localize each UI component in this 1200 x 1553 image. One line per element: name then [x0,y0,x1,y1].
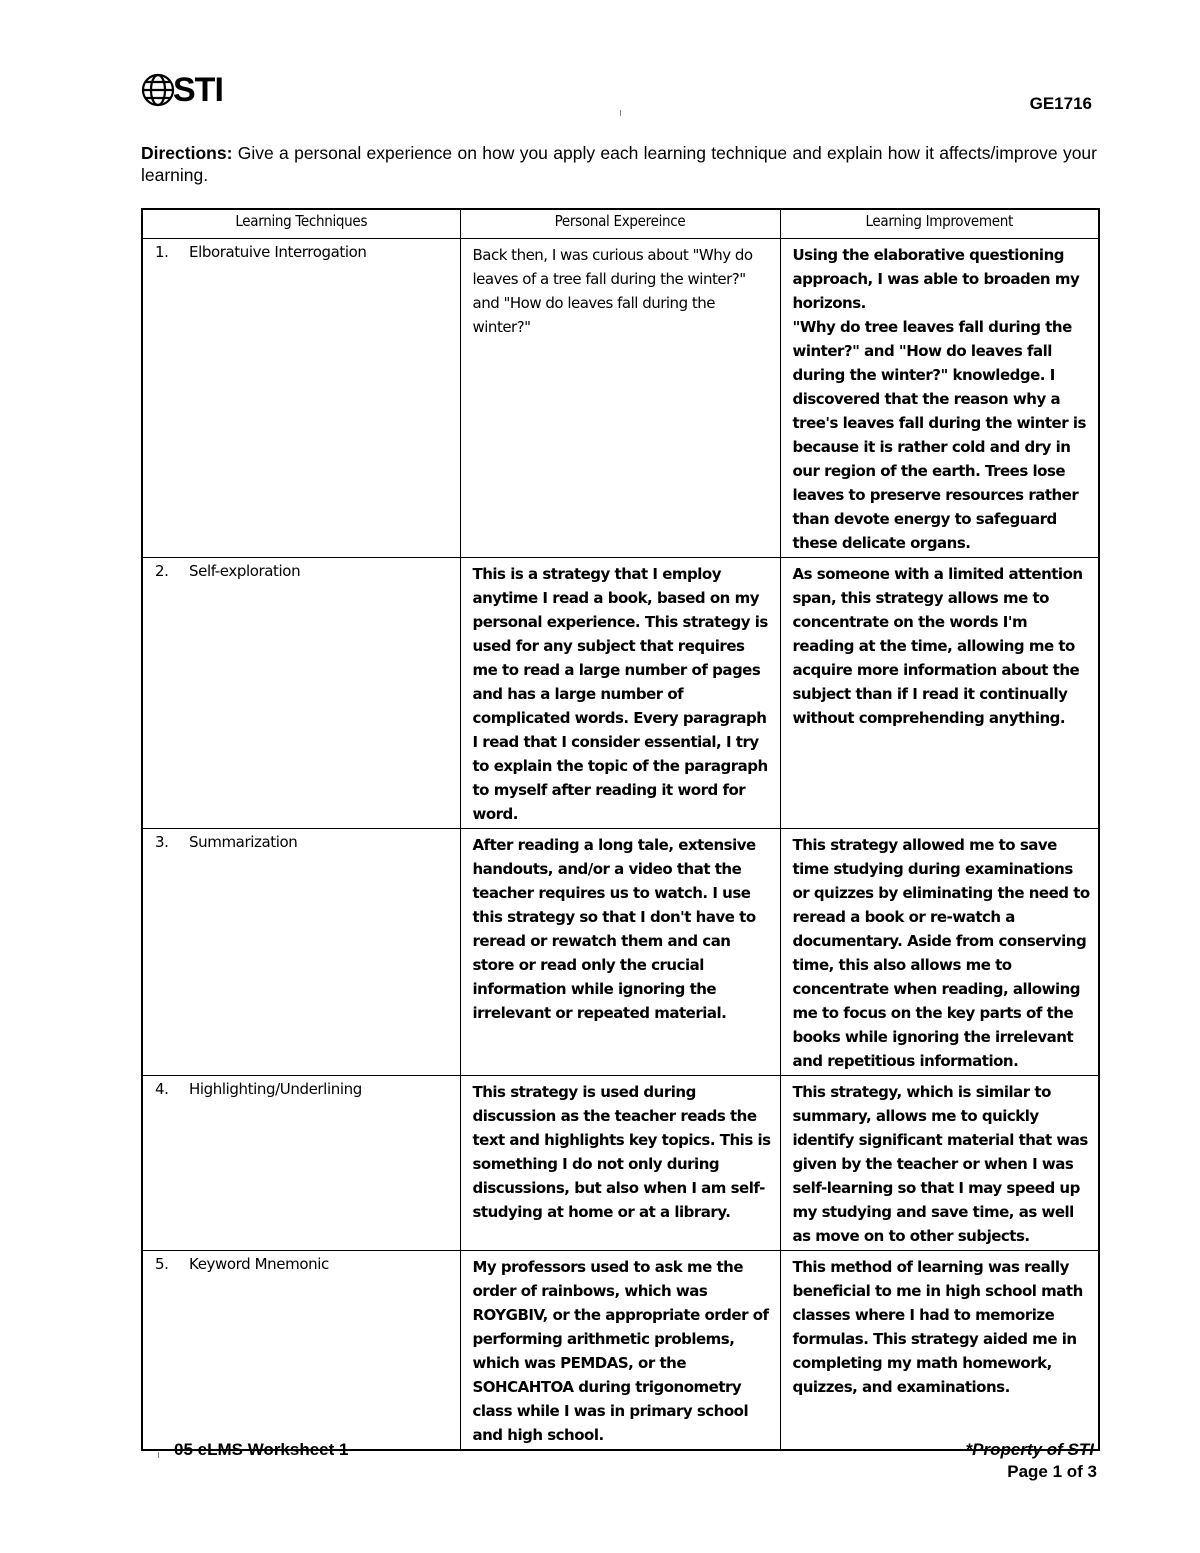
row-number: 2. [155,562,169,580]
experience-cell: This strategy is used during discussion as the teacher reads the text and highlights key topics. This is something I do not only during discussions, but also when I am self-studying at home or at a library. [460,1076,780,1251]
table-row [142,558,1099,829]
technique-name: Highlighting/Underlining [189,1080,362,1098]
table-row [142,829,1099,1076]
technique-name: Summarization [189,833,298,851]
experience-cell: After reading a long tale, extensive handouts, and/or a video that the teacher requires us to watch. I use this strategy so that I don't have to reread or rewatch them and can store or read only the crucial information while ignoring the irrelevant or repeated material. [460,829,780,1076]
experience-cell: This is a strategy that I employ anytime I read a book, based on my personal experience. This strategy is used for any subject that requires me to read a large number of pages and has a large number of complicated words. Every paragraph I read that I consider essential, I try to explain the topic of the paragraph to myself after reading it word for word. [460,558,780,829]
table-header-row [142,209,1099,239]
improvement-cell: Using the elaborative questioning approach, I was able to broaden my horizons. "Why do tree leaves fall during the winter?" and "How do leaves fall during the winter?" knowledge. I discovered that the reason why a tree's leaves fall during the winter is because it is rather cold and dry in our region of the earth. Trees lose leaves to preserve resources rather than devote energy to safeguard these delicate organs. [780,239,1099,558]
worksheet-label: 05 eLMS Worksheet 1 [174,1440,349,1459]
improvement-cell: This strategy, which is similar to summary, allows me to quickly identify significant material that was given by the teacher or when I was self-learning so that I may speed up my studying and save time, as well as move on to other subjects. [780,1076,1099,1251]
course-code: GE1716 [1029,94,1092,113]
technique-cell [142,829,460,1076]
improvement-cell: This strategy allowed me to save time studying during examinations or quizzes by eliminating the need to reread a book or re-watch a documentary. Aside from conserving time, this also allows me to concentrate when reading, allowing me to focus on the key parts of the books while ignoring the irrelevant and repetitious information. [780,829,1099,1076]
header-learning-improvement: Learning Improvement [780,209,1099,239]
directions-label: Directions: [141,143,233,163]
globe-icon [141,73,175,107]
learning-techniques-table [141,208,1100,1451]
row-number: 4. [155,1080,169,1098]
property-label: *Property of STI [965,1440,1094,1459]
directions-text: Give a personal experience on how you apply each learning technique and explain how it affects/improve your learning. [141,143,1097,185]
table-row [142,1076,1099,1251]
footer-tick-mark [158,1452,159,1458]
technique-cell [142,1076,460,1251]
technique-name: Keyword Mnemonic [189,1255,329,1273]
header-personal-experience: Personal Expereince [460,209,780,239]
directions [141,142,1097,186]
header-learning-techniques: Learning Techniques [142,209,460,239]
row-number: 1. [155,243,169,261]
sti-logo [141,70,223,110]
improvement-cell: As someone with a limited attention span, this strategy allows me to concentrate on the words I'm reading at the time, allowing me to acquire more information about the subject than if I read it continually without comprehending anything. [780,558,1099,829]
technique-name: Elboratuive Interrogation [189,243,367,261]
header-tick-mark [620,110,621,116]
page-number: Page 1 of 3 [1007,1462,1097,1481]
table-row [142,239,1099,558]
row-number: 3. [155,833,169,851]
improvement-cell: This method of learning was really beneficial to me in high school math classes where I had to memorize formulas. This strategy aided me in completing my math homework, quizzes, and examinations. [780,1251,1099,1451]
technique-cell [142,1251,460,1451]
technique-cell [142,558,460,829]
experience-cell: My professors used to ask me the order of rainbows, which was ROYGBIV, or the appropriate order of performing arithmetic problems, which was PEMDAS, or the SOHCAHTOA during trigonometry class while I was in primary school and high school. [460,1251,780,1451]
row-number: 5. [155,1255,169,1273]
technique-cell [142,239,460,558]
logo-text: STI [173,71,223,109]
technique-name: Self-exploration [189,562,301,580]
experience-cell: Back then, I was curious about "Why do leaves of a tree fall during the winter?" and "How do leaves fall during the winter?" [460,239,780,558]
table-row [142,1251,1099,1451]
